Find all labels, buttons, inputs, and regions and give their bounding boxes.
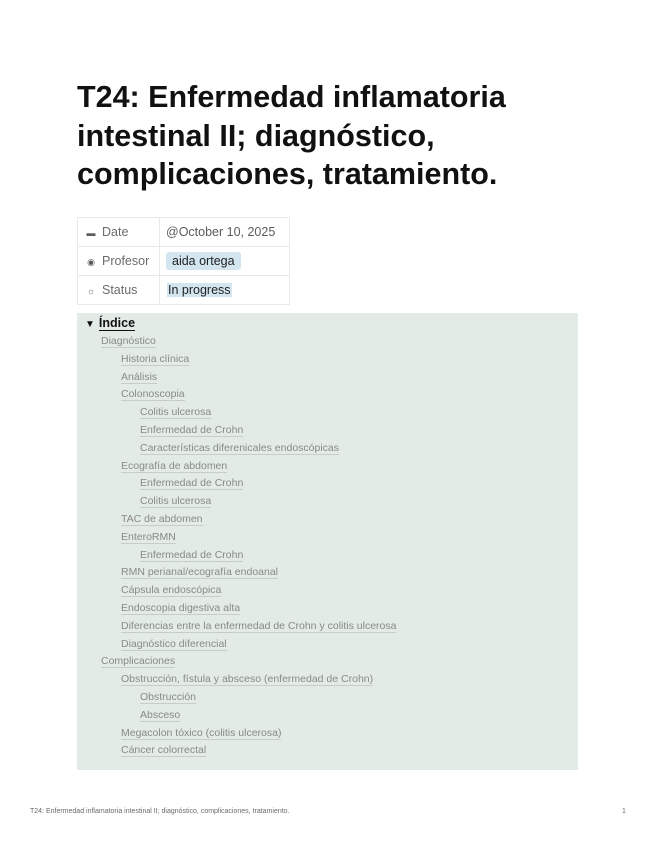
property-label-date: Date <box>102 225 129 239</box>
toc-item[interactable] <box>140 495 211 508</box>
property-value-date[interactable]: @October 10, 2025 <box>160 218 290 247</box>
toc-link[interactable]: Endoscopia digestiva alta <box>121 602 241 614</box>
toc-link[interactable]: Análisis <box>121 370 158 383</box>
toc-link[interactable]: Diagnóstico diferencial <box>121 637 227 650</box>
toc-link[interactable]: Colonoscopia <box>121 388 185 401</box>
toc-link[interactable]: Enfermedad de Crohn <box>140 477 244 490</box>
toc-item[interactable] <box>140 442 339 455</box>
target-icon: ◉ <box>87 257 95 267</box>
toc-link[interactable]: Cápsula endoscópica <box>121 584 222 597</box>
toc-item[interactable] <box>140 424 243 437</box>
toc-item[interactable] <box>121 531 176 544</box>
toc-item[interactable] <box>121 460 227 473</box>
property-row-status <box>78 276 290 305</box>
toc-link[interactable]: Enfermedad de Crohn <box>140 424 244 436</box>
toc-item[interactable] <box>121 602 240 615</box>
sun-icon: ☼ <box>86 286 96 296</box>
toc-link[interactable]: EnteroRMN <box>121 530 176 543</box>
toc-item[interactable] <box>121 388 185 401</box>
profesor-tag[interactable]: aida ortega <box>166 252 241 270</box>
toc-item[interactable] <box>140 549 243 562</box>
calendar-icon: ▬ <box>86 228 96 238</box>
toc-item[interactable] <box>140 406 211 419</box>
toc-item[interactable] <box>121 638 227 651</box>
toc-item[interactable] <box>121 584 221 597</box>
toc-item[interactable] <box>121 744 206 757</box>
toc-item[interactable] <box>140 477 243 490</box>
toc-item[interactable] <box>121 353 189 366</box>
toc-link[interactable]: Obstrucción <box>140 691 197 703</box>
toc-item[interactable] <box>121 620 396 633</box>
toc-link[interactable]: Megacolon tóxico (colitis ulcerosa) <box>121 726 282 739</box>
properties-table <box>77 217 290 305</box>
property-label-profesor: Profesor <box>102 254 150 268</box>
status-badge[interactable]: In progress <box>168 283 231 297</box>
property-label-status: Status <box>102 283 138 297</box>
toc-item[interactable] <box>121 513 203 526</box>
toc-item[interactable] <box>140 709 180 722</box>
toc-item[interactable] <box>121 566 278 579</box>
toc-link[interactable]: Absceso <box>140 708 181 721</box>
toc-link[interactable]: Ecografía de abdomen <box>121 459 228 472</box>
toc-heading: Índice <box>98 316 136 330</box>
toc-link[interactable]: Colitis ulcerosa <box>140 406 212 419</box>
triangle-down-icon: ▼ <box>85 319 95 330</box>
toc-link[interactable]: Diferencias entre la enfermedad de Crohn y colitis ulcerosa <box>121 619 397 632</box>
toc-link[interactable]: Características diferenicales endoscópicas <box>140 441 340 454</box>
toc-link[interactable]: Diagnóstico <box>101 335 156 347</box>
toc-item[interactable] <box>101 655 175 668</box>
property-row-profesor <box>78 247 290 276</box>
page-title: T24: Enfermedad inflamatoria intestinal II; diagnóstico, complicaciones, tratamiento. <box>77 80 506 191</box>
toc-link[interactable]: Historia clínica <box>121 352 190 365</box>
toc-link[interactable]: TAC de abdomen <box>121 513 203 525</box>
toc-item[interactable] <box>121 727 281 740</box>
page-number: 1 <box>622 808 626 815</box>
toc-link[interactable]: Enfermedad de Crohn <box>140 548 244 561</box>
toc-item[interactable] <box>121 673 373 686</box>
table-of-contents <box>77 313 578 770</box>
toc-link[interactable]: Obstrucción, fístula y absceso (enfermedad de Crohn) <box>121 673 374 686</box>
toc-item[interactable] <box>121 371 157 384</box>
footer-title: T24: Enfermedad inflamatoria intestinal II; diagnóstico, complicaciones, tratamiento. <box>30 808 290 815</box>
toc-link[interactable]: RMN perianal/ecografía endoanal <box>121 566 279 579</box>
toc-link[interactable]: Cáncer colorrectal <box>121 744 207 757</box>
toc-toggle[interactable] <box>85 316 135 330</box>
toc-item[interactable] <box>140 691 196 704</box>
toc-link[interactable]: Colitis ulcerosa <box>140 495 212 508</box>
toc-item[interactable] <box>101 335 156 348</box>
toc-link[interactable]: Complicaciones <box>101 655 176 668</box>
property-row-date <box>78 218 290 247</box>
